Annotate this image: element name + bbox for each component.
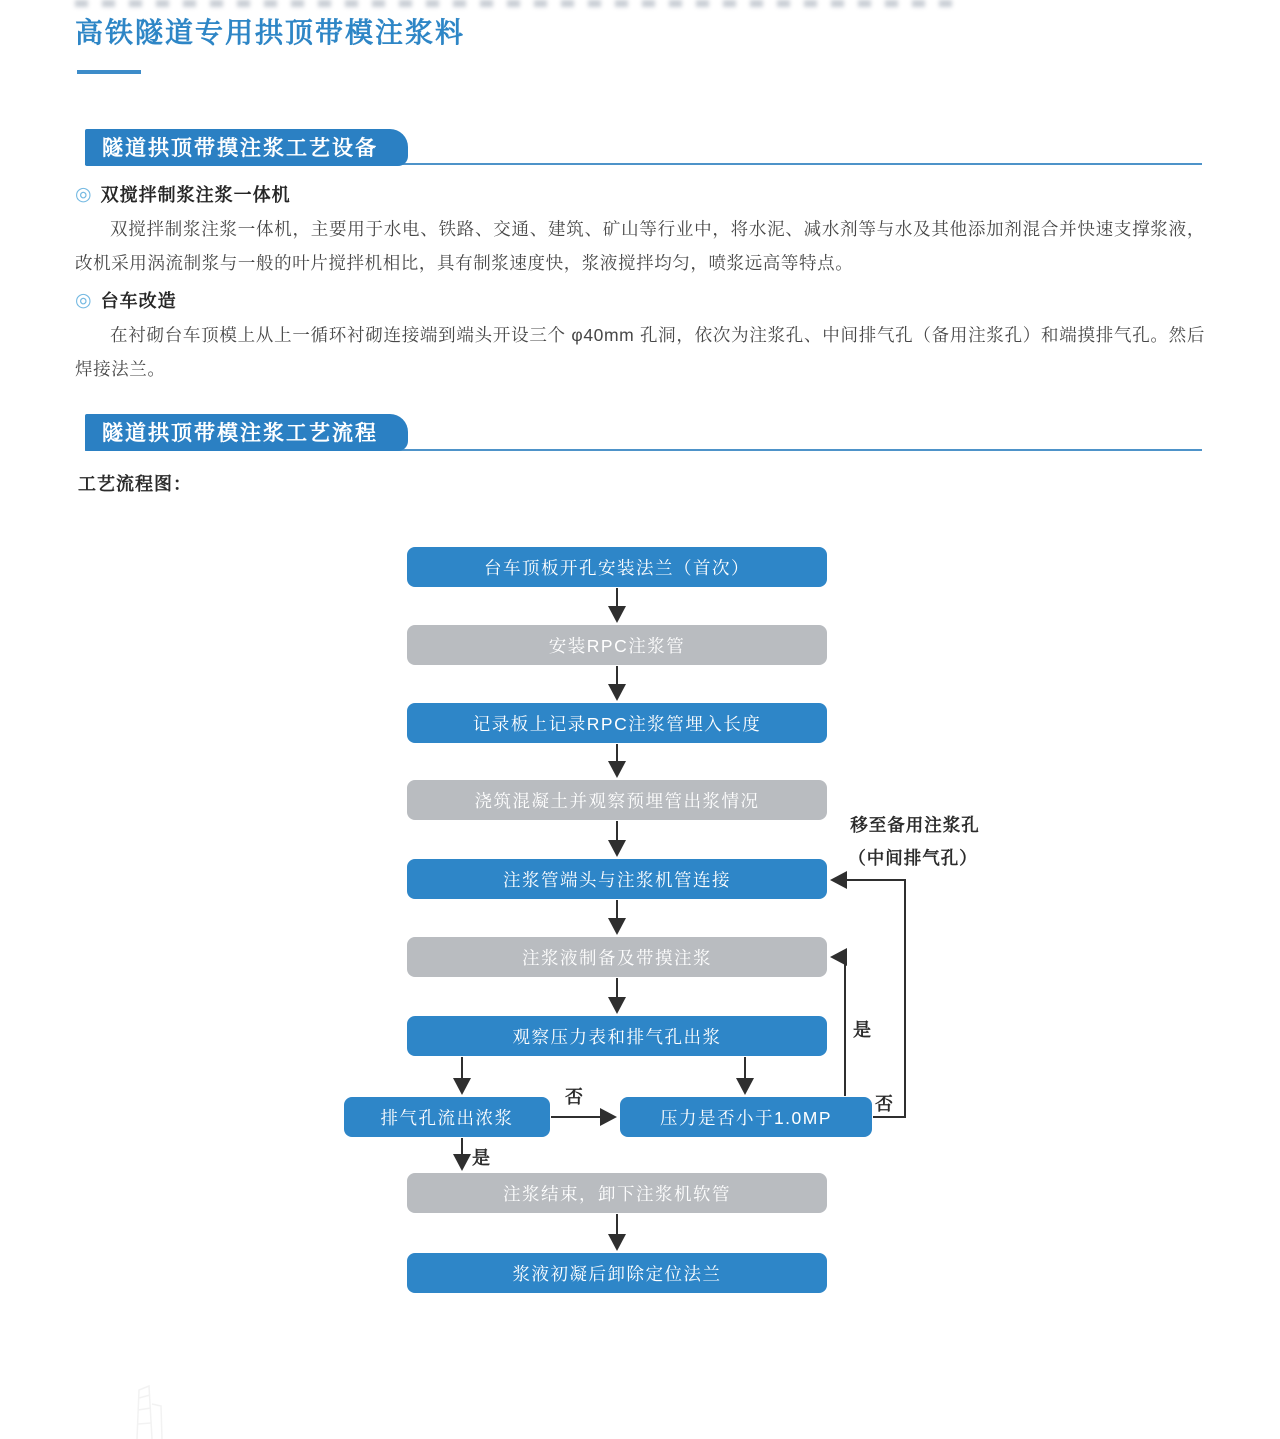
flow-step-connect-machine: 注浆管端头与注浆机管连接 (407, 859, 827, 899)
edge-label-no-between: 否 (565, 1087, 583, 1107)
flow-decision-pressure: 压力是否小于1.0MP (620, 1097, 872, 1137)
flow-step-remove-flange: 浆液初凝后卸除定位法兰 (407, 1253, 827, 1293)
paragraph-trolley: 在衬砌台车顶模上从上一循环衬砌连接端到端头开设三个 φ40mm 孔洞，依次为注浆孔、中间排气孔（备用注浆孔）和端摸排气孔。然后焊接法兰。 (75, 325, 1205, 379)
flowchart-caption: 工艺流程图： (78, 474, 192, 494)
flow-step-prepare-grout: 注浆液制备及带摸注浆 (407, 937, 827, 977)
flow-step-observe-gauge: 观察压力表和排气孔出浆 (407, 1016, 827, 1056)
flow-step-finish-detach-hose: 注浆结束，卸下注浆机软管 (407, 1173, 827, 1213)
loop-note-line1: 移至备用注浆孔 (850, 815, 980, 835)
bullet-heading-mixer: 双搅拌制浆注浆一体机 (100, 185, 291, 205)
flow-step-record-length: 记录板上记录RPC注浆管埋入长度 (407, 703, 827, 743)
page-title: 高铁隧道专用拱顶带模注浆料 (75, 17, 466, 48)
edge-label-no-loop: 否 (875, 1094, 893, 1114)
loop-note-line2: （中间排气孔） (848, 848, 978, 868)
flow-step-drill-flange: 台车顶板开孔安装法兰（首次） (407, 547, 827, 587)
flow-step-install-rpc-pipe: 安装RPC注浆管 (407, 625, 827, 665)
edge-label-yes-loop: 是 (853, 1020, 871, 1040)
bullet-heading-trolley: 台车改造 (100, 291, 177, 311)
section-banner-process: 隧道拱顶带模注浆工艺流程 (85, 414, 408, 451)
section-banner-equipment: 隧道拱顶带摸注浆工艺设备 (85, 129, 408, 166)
edge-label-yes-down: 是 (472, 1148, 490, 1168)
flow-decision-vent-thick-grout: 排气孔流出浓浆 (344, 1097, 550, 1137)
flow-step-pour-concrete: 浇筑混凝土并观察预埋管出浆情况 (407, 780, 827, 820)
ring-bullet-icon: ◎ (75, 183, 92, 205)
paragraph-mixer: 双搅拌制浆注浆一体机，主要用于水电、铁路、交通、建筑、矿山等行业中，将水泥、减水剂等与水及其他添加剂混合并快速支撑浆液，改机采用涡流制浆与一般的叶片搅拌机相比，具有制浆速度快，浆液搅拌均匀，喷浆远高等特点。 (75, 219, 1205, 273)
ring-bullet-icon: ◎ (75, 289, 92, 311)
